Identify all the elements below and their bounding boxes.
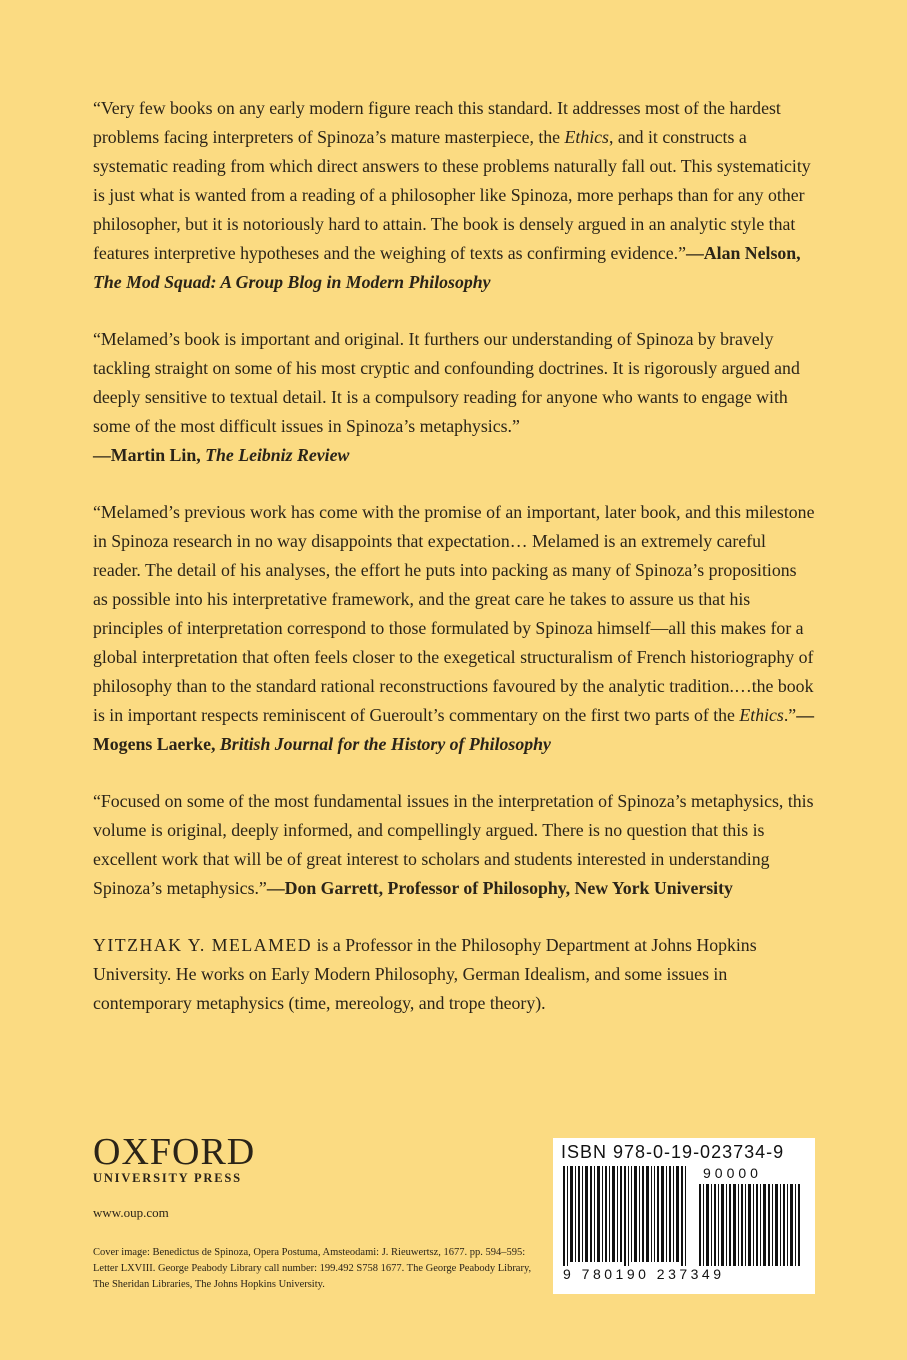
oxford-logo bbox=[93, 1133, 255, 1186]
back-cover-text bbox=[93, 94, 815, 1046]
review-attribution bbox=[93, 445, 349, 465]
attribution-name: —Martin Lin, bbox=[93, 445, 206, 465]
publisher-wordmark: OXFORD bbox=[93, 1131, 256, 1173]
attribution-source: The Leibniz Review bbox=[205, 445, 350, 465]
attribution-name: —Alan Nelson, bbox=[686, 243, 801, 263]
author-bio bbox=[93, 931, 815, 1018]
attribution-name: —Mogens Laerke, bbox=[93, 705, 814, 754]
review-nelson bbox=[93, 94, 815, 297]
review-quote: , and it constructs a systematic reading from which direct answers to these problems naturally fall out. This systematicity is just what is wanted from a reading of a philosopher like Spinoza, more perhaps than for any other philosopher, but it is notoriously hard to attain. The book is densely argued in an analytic style that features interpretive hypotheses and the weighing of texts as confirming evidence.” bbox=[93, 127, 811, 263]
review-quote: .” bbox=[783, 705, 797, 725]
review-quote: “Melamed’s previous work has come with the promise of an important, later book, and this milestone in Spinoza research in no way disappoints that expectation… Melamed is an extremely careful reader. The detail of his analyses, the effort he puts into packing as many of Spinoza’s propositions as possible into his interpretative framework, and the great care he takes to assure us that his principles of interpretation correspond to those formulated by Spinoza himself—all this makes for a global interpretation that often feels closer to the exegetical structuralism of French historiography of philosophy than to the standard rational reconstructions favoured by the analytic tradition.…the book is in important respects reminiscent of Gueroult’s commentary on the first two parts of the bbox=[93, 502, 815, 725]
attribution-source: The Mod Squad: A Group Blog in Modern Philosophy bbox=[93, 272, 491, 292]
barcode-addon: 90000 bbox=[703, 1165, 762, 1181]
attribution-source: British Journal for the History of Philosophy bbox=[219, 734, 551, 754]
author-name: YITZHAK Y. MELAMED bbox=[93, 935, 313, 955]
review-quote: “Melamed’s book is important and original. It furthers our understanding of Spinoza by bravely tackling straight on some of his most cryptic and confounding doctrines. It is rigorously argued and deeply sensitive to textual detail. It is a compulsory reading for anyone who wants to engage with some of the most difficult issues in Spinoza’s metaphysics.” bbox=[93, 329, 800, 436]
publisher-url: www.oup.com bbox=[93, 1205, 169, 1220]
review-laerke bbox=[93, 498, 815, 759]
review-quote: “Very few books on any early modern figure reach this standard. It addresses most of the hardest problems facing interpreters of Spinoza’s mature masterpiece, the bbox=[93, 98, 781, 147]
review-quote: “Focused on some of the most fundamental issues in the interpretation of Spinoza’s metaphysics, this volume is original, deeply informed, and compellingly argued. There is no question that this is excellent work that will be of great interest to scholars and students interested in understanding Spinoza’s metaphysics.” bbox=[93, 791, 814, 898]
isbn-barcode bbox=[553, 1138, 815, 1294]
review-quote-italic: Ethics bbox=[739, 705, 784, 725]
author-bio-text: is a Professor in the Philosophy Department at Johns Hopkins University. He works on Early Modern Philosophy, German Idealism, and some issues in contemporary metaphysics (time, mereology, and trope theory). bbox=[93, 935, 757, 1013]
review-attribution: —Don Garrett, Professor of Philosophy, New York University bbox=[266, 878, 733, 898]
barcode-digits: 9 780190 237349 bbox=[563, 1266, 725, 1282]
review-lin bbox=[93, 325, 815, 470]
cover-credit: Cover image: Benedictus de Spinoza, Opera Postuma, Amsteodami: J. Rieuwertsz, 1677. pp. 594–595: Letter LXVIII. George Peabody Library call number: 199.492 S758 1677. The George Peabody Library, The Sheridan Libraries, The Johns Hopkins University. bbox=[93, 1247, 532, 1290]
isbn-label: ISBN 978-0-19-023734-9 bbox=[561, 1142, 785, 1162]
review-quote-italic: Ethics bbox=[564, 127, 609, 147]
publisher-subtitle: UNIVERSITY PRESS bbox=[93, 1171, 242, 1185]
review-garrett bbox=[93, 787, 815, 903]
